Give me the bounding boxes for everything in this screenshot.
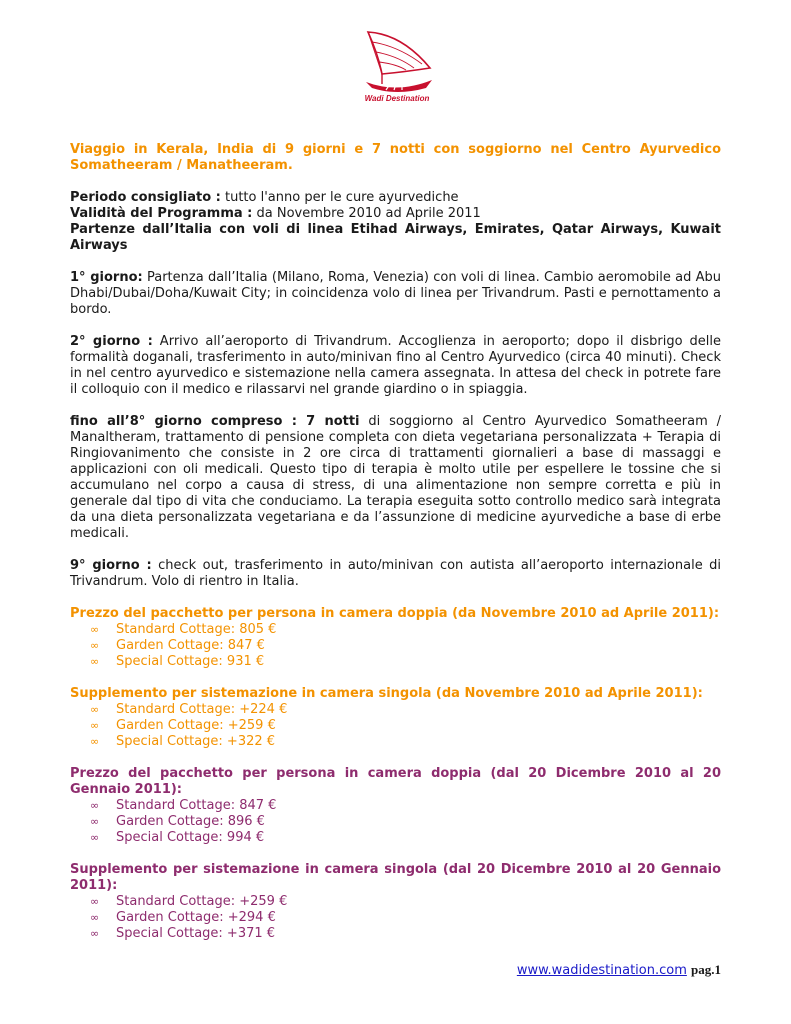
supplement-heading: Supplemento per sistemazione in camera singola (da Novembre 2010 ad Aprile 2011):: [70, 686, 703, 701]
periodo-value: tutto l'anno per le cure ayurvediche: [220, 190, 459, 205]
day-text: check out, trasferimento in auto/minivan con autista all’aeroporto internazionale di Trivandrum. Volo di rientro in Italia.: [70, 558, 721, 589]
day-label: 9° giorno :: [70, 558, 152, 573]
infinity-bullet-icon: ∞: [90, 623, 100, 636]
page-number: 1: [714, 962, 721, 977]
price-item: ∞ Special Cottage: 994 €: [90, 830, 265, 845]
infinity-bullet-icon: ∞: [90, 815, 100, 828]
price-item: ∞ Garden Cottage: 896 €: [90, 814, 265, 829]
supplement-list: [70, 894, 721, 942]
price-item: ∞ Special Cottage: 931 €: [90, 654, 265, 669]
day-paragraph: [70, 270, 721, 318]
price-item: ∞ Garden Cottage: 847 €: [90, 638, 265, 653]
periodo-line: [70, 190, 721, 206]
day-label: 2° giorno :: [70, 334, 153, 349]
infinity-bullet-icon: ∞: [90, 719, 100, 732]
infinity-bullet-icon: ∞: [90, 895, 100, 908]
infinity-bullet-icon: ∞: [90, 927, 100, 940]
website-link[interactable]: www.wadidestination.com: [516, 963, 687, 978]
document-body: [70, 142, 721, 942]
price-item: ∞ Standard Cottage: +259 €: [90, 894, 288, 909]
supplement-list: [70, 702, 721, 750]
infinity-bullet-icon: ∞: [90, 831, 100, 844]
page-title: Viaggio in Kerala, India di 9 giorni e 7 notti con soggiorno nel Centro Ayurvedico Somatheeram / Manatheeram.: [70, 142, 721, 173]
day-paragraph: [70, 334, 721, 398]
page-label: pag.: [691, 962, 715, 977]
price-item: ∞ Standard Cottage: +224 €: [90, 702, 288, 717]
supplement-heading: Supplemento per sistemazione in camera singola (dal 20 Dicembre 2010 al 20 Gennaio 2011):: [70, 862, 721, 893]
infinity-bullet-icon: ∞: [90, 655, 100, 668]
day-text: Arrivo all’aeroporto di Trivandrum. Accoglienza in aeroporto; dopo il disbrigo delle formalità doganali, trasferimento in auto/minivan fino al Centro Ayurvedico (circa 40 minuti). Check in nel centro ayurvedico e sistemazione nella camera assegnata. In attesa del check in potrete fare il colloquio con il medico e rilassarvi nel grande giardino o in spiaggia.: [70, 334, 721, 397]
day-text: Partenza dall’Italia (Milano, Roma, Venezia) con voli di linea. Cambio aeromobile ad Abu Dhabi/Dubai/Doha/Kuwait City; in coincidenza volo di linea per Trivandrum. Pasti e pernottamento a bordo.: [70, 270, 721, 317]
infinity-bullet-icon: ∞: [90, 799, 100, 812]
price-item: ∞ Garden Cottage: +259 €: [90, 718, 276, 733]
day-text: di soggiorno al Centro Ayurvedico Somatheeram / Manaltheram, trattamento di pensione completa con dieta vegetariana personalizzata + Terapia di Ringiovanimento che consiste in 2 ore circa di trattamenti giornalieri a base di massaggi e applicazioni con oli medicali. Questo tipo di terapia è molto utile per espellere le tossine che si accumulano nel corpo a causa di stress, di una alimentazione non sempre corretta e più in generale dal tipo di vita che conduciamo. La terapia eseguita sotto controllo medico sarà integrata da una dieta personalizzata vegetariana e da l’assunzione di medicine ayurvediche a base di erbe medicali.: [70, 414, 721, 541]
infinity-bullet-icon: ∞: [90, 735, 100, 748]
price-item: ∞ Standard Cottage: 847 €: [90, 798, 277, 813]
price-heading: Prezzo del pacchetto per persona in camera doppia (dal 20 Dicembre 2010 al 20 Gennaio 2011):: [70, 766, 721, 797]
price-list: [70, 622, 721, 670]
day-paragraph: [70, 414, 721, 542]
partenze-line: Partenze dall’Italia con voli di linea Etihad Airways, Emirates, Qatar Airways, Kuwait Airways: [70, 222, 721, 253]
price-list: [70, 798, 721, 846]
price-item: ∞ Garden Cottage: +294 €: [90, 910, 276, 925]
validita-label: Validità del Programma :: [70, 206, 253, 221]
price-item: ∞ Special Cottage: +371 €: [90, 926, 276, 941]
periodo-label: Periodo consigliato :: [70, 190, 221, 205]
price-item: ∞ Special Cottage: +322 €: [90, 734, 276, 749]
infinity-bullet-icon: ∞: [90, 703, 100, 716]
price-item: ∞ Standard Cottage: 805 €: [90, 622, 277, 637]
page-footer: [517, 962, 721, 978]
validita-line: [70, 206, 721, 222]
day-label: fino all’8° giorno compreso : 7 notti: [70, 414, 360, 429]
day-label: 1° giorno:: [70, 270, 143, 285]
logo-caption: Wadi Destination: [364, 94, 430, 103]
infinity-bullet-icon: ∞: [90, 911, 100, 924]
infinity-bullet-icon: ∞: [90, 639, 100, 652]
price-heading: Prezzo del pacchetto per persona in camera doppia (da Novembre 2010 ad Aprile 2011):: [70, 606, 720, 621]
day-paragraph: [70, 558, 721, 590]
validita-value: da Novembre 2010 ad Aprile 2011: [252, 206, 481, 221]
